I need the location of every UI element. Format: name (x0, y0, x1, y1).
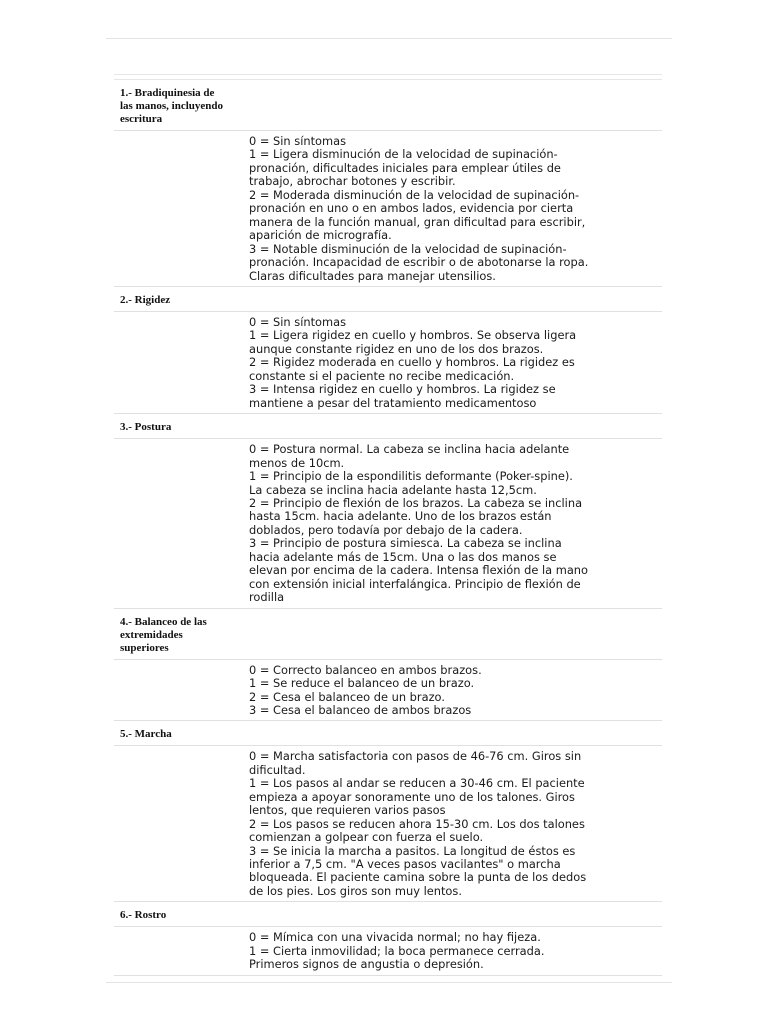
description-line: 2 = Cesa el balanceo de un brazo. (249, 689, 445, 704)
description-line: mantiene a pesar del tratamiento medicamentoso (249, 395, 537, 410)
item-heading-row (114, 609, 662, 660)
description-line: 2 = Los pasos se reducen ahora 15-30 cm. Los dos talones (249, 816, 585, 831)
description-line: aparición de micrografía. (249, 228, 392, 243)
description-line: 3 = Se inicia la marcha a pasitos. La longitud de éstos es (249, 843, 576, 858)
description-line: 3 = Cesa el balanceo de ambos brazos (249, 702, 472, 717)
description-line: manera de la función manual, gran dificultad para escribir, (249, 214, 586, 229)
description-line: lentos, que requieren varios pasos (249, 803, 446, 818)
description-line: 2 = Moderada disminución de la velocidad de supinación- (249, 187, 580, 202)
description-line: 3 = Intensa rigidez en cuello y hombros. La rigidez se (249, 382, 556, 397)
description-line: inferior a 7,5 cm. "A veces pasos vacilantes" o marcha (249, 857, 561, 872)
item-title: 3.- Postura (120, 421, 172, 434)
bottom-divider (106, 982, 672, 983)
item-title: 5.- Marcha (120, 728, 172, 741)
item-description-row (114, 131, 662, 287)
description-line: pronación. Incapacidad de escribir o de abotonarse la ropa. (249, 255, 589, 270)
description-line: 0 = Mímica con una vivacida normal; no hay fijeza. (249, 930, 541, 945)
description-line: de los pies. Los giros son muy lentos. (249, 883, 462, 898)
description-line: 0 = Marcha satisfactoria con pasos de 46-76 cm. Giros sin (249, 749, 582, 764)
description-line: 1 = Ligera rigidez en cuello y hombros. Se observa ligera (249, 328, 577, 343)
description-line: rodilla (249, 590, 285, 605)
description-line: trabajo, abrochar botones y escribir. (249, 174, 456, 189)
description-line: La cabeza se inclina hacia adelante hasta 12,5cm. (249, 482, 537, 497)
description-line: comienzan a golpear con fuerza el suelo. (249, 830, 484, 845)
item-heading-row (114, 902, 662, 927)
description-line: con extensión inicial interfalángica. Principio de flexión de (249, 576, 581, 591)
description-line: 0 = Sin síntomas (249, 314, 347, 329)
description-line: 0 = Sin síntomas (249, 134, 347, 148)
description-line: bloqueada. El paciente camina sobre la punta de los dedos (249, 870, 587, 885)
item-description-row (114, 312, 662, 414)
description-line: 0 = Correcto balanceo en ambos brazos. (249, 662, 482, 677)
description-line: menos de 10cm. (249, 455, 345, 470)
description-line: 1 = Principio de la espondilitis deformante (Poker-spine). (249, 469, 573, 484)
item-description-row (114, 660, 662, 722)
description-line: hasta 15cm. hacia adelante. Uno de los brazos están (249, 509, 552, 524)
description-line: 1 = Cierta inmovilidad; la boca permanece cerrada. (249, 943, 545, 958)
description-line: pronación, dificultades iniciales para emplear útiles de (249, 160, 561, 175)
item-description-row (114, 439, 662, 608)
item-title: 4.- Balanceo de las extremidades superiores (120, 615, 207, 654)
description-line: aunque constante rigidez en uno de los dos brazos. (249, 341, 544, 356)
rating-scale-table (114, 74, 662, 976)
description-line: 1 = Ligera disminución de la velocidad de supinación- (249, 147, 558, 162)
description-line: Primeros signos de angustia o depresión. (249, 957, 484, 972)
item-heading-row (114, 287, 662, 312)
item-description-row (114, 746, 662, 902)
description-line: constante si el paciente no recibe medicación. (249, 368, 515, 383)
item-heading-row (114, 80, 662, 131)
item-title: 6.- Rostro (120, 909, 167, 922)
description-line: Claras dificultades para manejar utensilios. (249, 268, 496, 283)
description-line: 2 = Principio de flexión de los brazos. La cabeza se inclina (249, 495, 583, 510)
description-line: empieza a apoyar sonoramente uno de los talones. Giros (249, 789, 575, 804)
top-divider (106, 38, 672, 39)
item-heading-row (114, 414, 662, 439)
item-description-row (114, 927, 662, 975)
item-title: 2.- Rigidez (120, 293, 171, 306)
description-line: 3 = Principio de postura simiesca. La cabeza se inclina (249, 536, 562, 551)
description-line: 0 = Postura normal. La cabeza se inclina hacia adelante (249, 442, 570, 457)
description-line: 2 = Rigidez moderada en cuello y hombros. La rigidez es (249, 355, 575, 370)
description-line: 1 = Los pasos al andar se reducen a 30-46 cm. El paciente (249, 776, 585, 791)
description-line: 1 = Se reduce el balanceo de un brazo. (249, 676, 475, 691)
item-title: 1.- Bradiquinesia de las manos, incluyendo escritura (120, 87, 223, 125)
item-heading-row (114, 721, 662, 746)
description-line: 3 = Notable disminución de la velocidad de supinación- (249, 241, 567, 256)
description-line: doblados, pero todavía por debajo de la cadera. (249, 522, 523, 537)
description-line: dificultad. (249, 762, 306, 777)
description-line: hacia adelante más de 15cm. Una o las dos manos se (249, 549, 557, 564)
description-line: elevan por encima de la cadera. Intensa flexión de la mano (249, 563, 588, 578)
description-line: pronación en uno o en ambos lados, evidencia por cierta (249, 201, 574, 216)
